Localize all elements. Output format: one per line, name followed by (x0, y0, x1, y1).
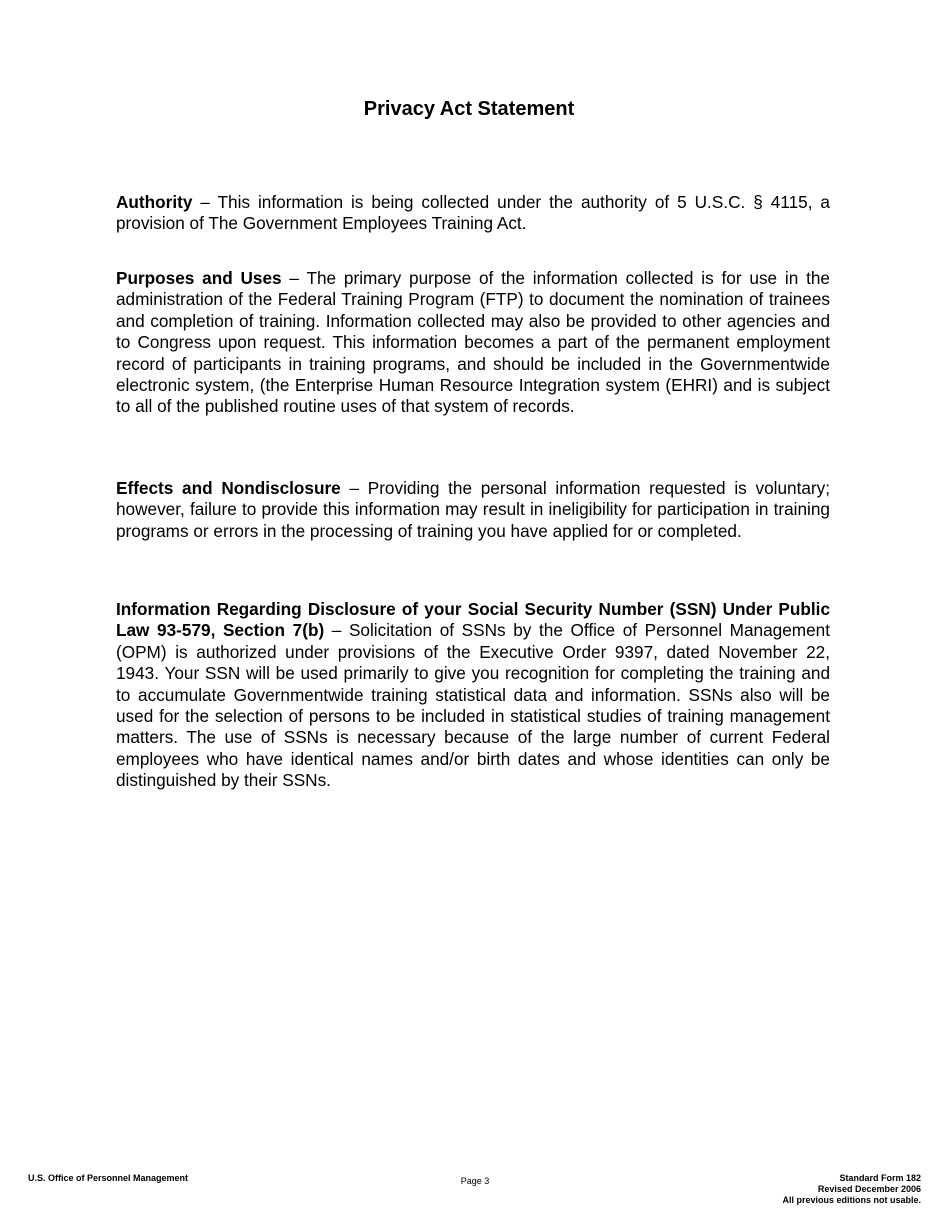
ssn-disclosure-heading: Information Regarding Disclosure of your Social Security Number (SSN) Under Public Law 93-579, Section 7(b) (116, 599, 830, 641)
effects-and-nondisclosure-heading: Effects and Nondisclosure (116, 478, 341, 498)
purposes-and-uses-section (116, 268, 830, 418)
ssn-disclosure-section (116, 599, 830, 792)
footer-page-number: Page 3 (460, 1176, 490, 1186)
page-title: Privacy Act Statement (363, 98, 575, 120)
authority-text: – This information is being collected under the authority of 5 U.S.C. § 4115, a provision of The Government Employees Training Act. (116, 192, 830, 234)
ssn-disclosure-text: – Solicitation of SSNs by the Office of Personnel Management (OPM) is authorized under provisions of the Executive Order 9397, dated November 22, 1943. Your SSN will be used primarily to give you recognition for completing the training and to accumulate Governmentwide training statistical data and information. SSNs also will be used for the selection of persons to be included in statistical studies of training management matters. The use of SSNs is necessary because of the large number of current Federal employees who have identical names and/or birth dates and whose identities can only be distinguished by their SSNs. (116, 620, 830, 791)
footer-agency: U.S. Office of Personnel Management (28, 1173, 189, 1183)
effects-and-nondisclosure-section (116, 478, 830, 542)
purposes-and-uses-heading: Purposes and Uses (116, 268, 282, 288)
footer-form-info (782, 1173, 921, 1206)
authority-heading: Authority (116, 192, 193, 212)
footer-editions-note: All previous editions not usable. (782, 1195, 921, 1205)
effects-and-nondisclosure-text: – Providing the personal information requested is voluntary; however, failure to provide this information may result in ineligibility for participation in training programs or errors in the processing of training you have applied for or completed. (116, 478, 830, 541)
footer-form-name: Standard Form 182 (839, 1173, 921, 1183)
authority-section (116, 192, 830, 235)
purposes-and-uses-text: – The primary purpose of the information collected is for use in the administration of the Federal Training Program (FTP) to document the nomination of trainees and completion of training. Information collected may also be provided to other agencies and to Congress upon request. This information becomes a part of the permanent employment record of participants in training programs, and should be included in the Governmentwide electronic system, (the Enterprise Human Resource Integration system (EHRI) and is subject to all of the published routine uses of that system of records. (116, 268, 830, 417)
footer-revision: Revised December 2006 (817, 1184, 921, 1194)
